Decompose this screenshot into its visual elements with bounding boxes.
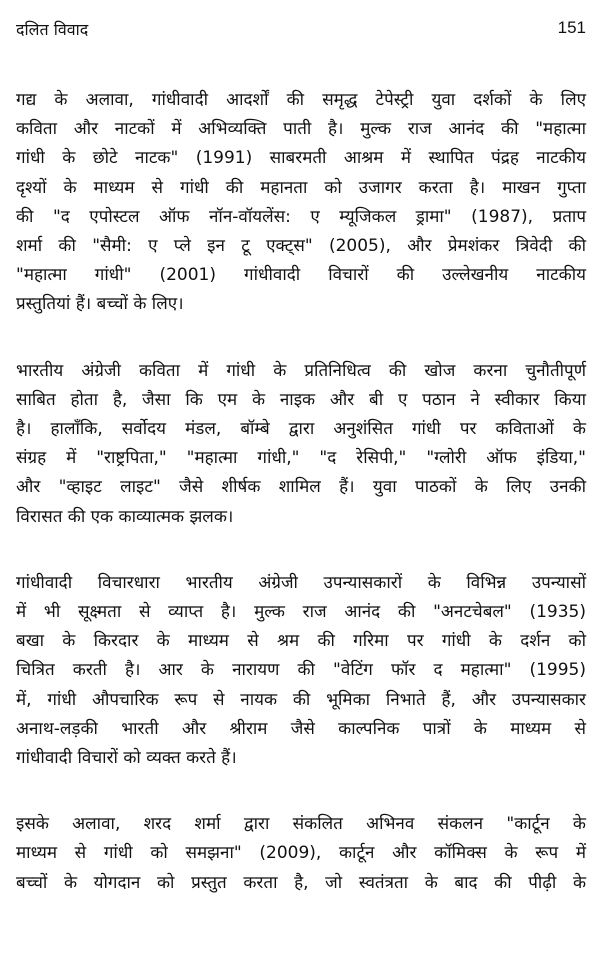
text-line: भारतीय अंग्रेजी कविता में गांधी के प्रतिनिधित्व की खोज करना चुनौतीपूर्ण bbox=[16, 360, 586, 381]
text-line: बच्चों के योगदान को प्रस्तुत करता है, जो स्वतंत्रता के बाद की पीढ़ी के bbox=[16, 872, 586, 893]
text-line: और "व्हाइट लाइट" जैसे शीर्षक शामिल हैं। युवा पाठकों के लिए उनकी bbox=[16, 477, 586, 498]
text-line: है। हालाँकि, सर्वोदय मंडल, बॉम्बे द्वारा अनुशंसित गांधी पर कविताओं के bbox=[16, 419, 586, 440]
text-line: बखा के किरदार के माध्यम से श्रम की गरिमा पर गांधी के दर्शन को bbox=[16, 631, 586, 652]
text-line: में भी सूक्ष्मता से व्याप्त है। मुल्क राज आनंद की "अनटचेबल" (1935) bbox=[16, 602, 586, 623]
paragraph-gandhian-poetry bbox=[16, 357, 586, 532]
text-line: अनाथ-लड़की भारती और श्रीराम जैसे काल्पनिक पात्रों के माध्यम से bbox=[16, 718, 586, 739]
text-line: शर्मा की "सैमी: ए प्ले इन टू एक्ट्स" (2005), और प्रेमशंकर त्रिवेदी की bbox=[16, 236, 586, 257]
text-line: गद्य के अलावा, गांधीवादी आदर्शों की समृद्ध टेपेस्ट्री युवा दर्शकों के लिए bbox=[16, 90, 586, 110]
text-line: गांधी के छोटे नाटक" (1991) साबरमती आश्रम में स्थापित पंद्रह नाटकीय bbox=[16, 148, 586, 169]
text-line: की "द एपोस्टल ऑफ नॉन-वॉयलेंस: ए म्यूजिकल ड्रामा" (1987), प्रताप bbox=[16, 206, 586, 227]
page-number: 151 bbox=[557, 18, 586, 37]
text-line: साबित होता है, जैसा कि एम के नाइक और बी ए पठान ने स्वीकार किया bbox=[16, 389, 586, 410]
text-line: माध्यम से गांधी को समझना" (2009), कार्टून और कॉमिक्स के रूप में bbox=[16, 843, 586, 864]
paragraph-gandhian-novels bbox=[16, 569, 586, 773]
text-line: विरासत की एक काव्यात्मक झलक। bbox=[16, 506, 234, 527]
paragraph-gandhi-cartoons bbox=[16, 810, 586, 898]
text-line: गांधीवादी विचारधारा भारतीय अंग्रेजी उपन्यासकारों के विभिन्न उपन्यासों bbox=[16, 572, 586, 593]
text-line: चित्रित करती है। आर के नारायण की "वेटिंग फॉर द महात्मा" (1995) bbox=[16, 660, 586, 681]
text-line: कविता और नाटकों में अभिव्यक्ति पाती है। मुल्क राज आनंद की "महात्मा bbox=[16, 119, 586, 140]
text-line: में, गांधी औपचारिक रूप से नायक की भूमिका निभाते हैं, और उपन्यासकार bbox=[16, 689, 586, 710]
text-line: प्रस्तुतियां हैं। बच्चों के लिए। bbox=[16, 294, 184, 315]
text-line: इसके अलावा, शरद शर्मा द्वारा संकलित अभिनव संकलन "कार्टून के bbox=[16, 814, 586, 835]
body-text bbox=[16, 86, 586, 935]
text-line: "महात्मा गांधी" (2001) गांधीवादी विचारों की उल्लेखनीय नाटकीय bbox=[16, 265, 586, 286]
text-line: संग्रह में "राष्ट्रपिता," "महात्मा गांधी," "द रेसिपी," "ग्लोरी ऑफ इंडिया," bbox=[16, 448, 586, 469]
text-line: दृश्यों के माध्यम से गांधी की महानता को उजागर करता है। माखन गुप्ता bbox=[16, 177, 586, 198]
text-line: गांधीवादी विचारों को व्यक्त करते हैं। bbox=[16, 748, 237, 769]
running-header-title: दलित विवाद bbox=[16, 20, 89, 39]
paragraph-gandhian-drama bbox=[16, 86, 586, 320]
